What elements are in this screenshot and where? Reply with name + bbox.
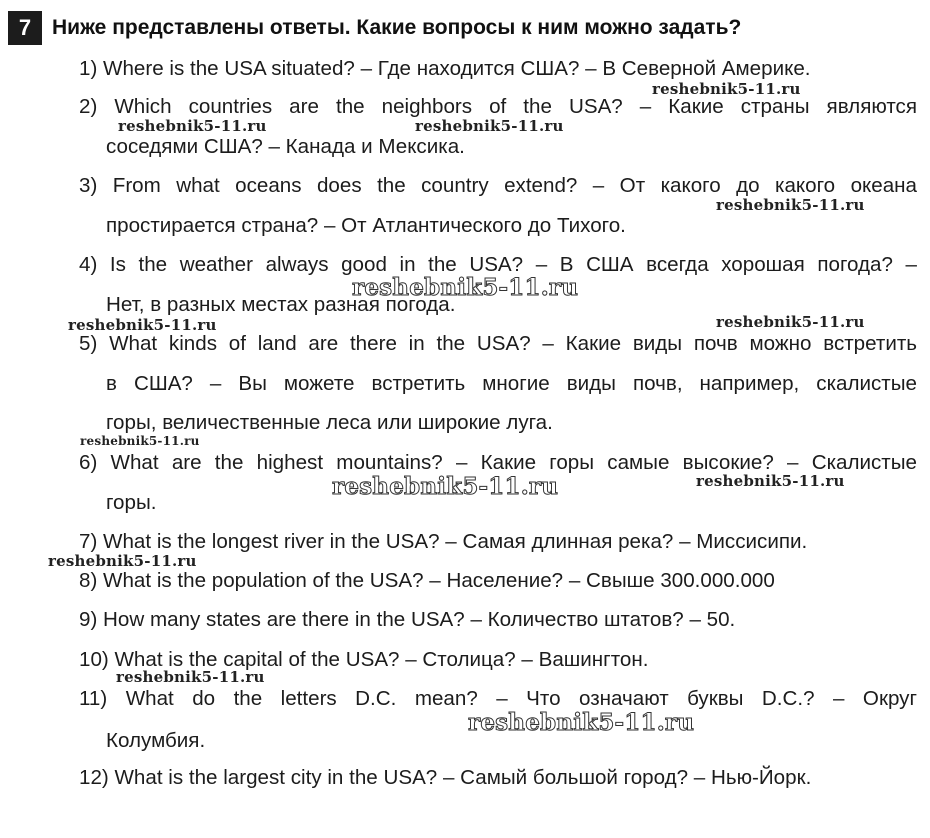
- answer-line-8: 8) What is the population of the USA? – Население? – Свыше 300.000.000: [79, 569, 775, 592]
- watermark: reshebnik5-11.ru: [468, 709, 695, 736]
- watermark: reshebnik5-11.ru: [652, 80, 801, 98]
- answer-line-3b: простирается страна? – От Атлантического до Тихого.: [106, 214, 626, 237]
- watermark: reshebnik5-11.ru: [716, 196, 865, 214]
- answer-line-11a: 11) What do the letters D.C. mean? – Что означают буквы D.C.? – Округ: [79, 687, 917, 710]
- watermark: reshebnik5-11.ru: [80, 434, 200, 448]
- watermark: reshebnik5-11.ru: [696, 472, 845, 490]
- answer-line-6a: 6) What are the highest mountains? – Какие горы самые высокие? – Скалистые: [79, 451, 917, 474]
- answer-line-5b: в США? – Вы можете встретить многие виды почв, например, скалистые: [106, 372, 917, 395]
- task-header: [8, 11, 741, 45]
- answer-line-4b: Нет, в разных местах разная погода.: [106, 293, 456, 316]
- answer-line-3a: 3) From what oceans does the country extend? – От какого до какого океана: [79, 174, 917, 197]
- answer-line-2a: 2) Which countries are the neighbors of the USA? – Какие страны являются: [79, 95, 917, 118]
- task-title: Ниже представлены ответы. Какие вопросы к ним можно задать?: [52, 16, 742, 39]
- watermark: reshebnik5-11.ru: [716, 313, 865, 331]
- watermark: reshebnik5-11.ru: [68, 316, 217, 334]
- task-number-badge: 7: [8, 11, 42, 45]
- answer-line-11b: Колумбия.: [106, 729, 206, 752]
- answer-line-1: 1) Where is the USA situated? – Где находится США? – В Северной Америке.: [79, 57, 811, 80]
- answer-line-9: 9) How many states are there in the USA? – Количество штатов? – 50.: [79, 608, 736, 631]
- answer-line-12: 12) What is the largest city in the USA? – Самый большой город? – Нью-Йорк.: [79, 766, 812, 789]
- watermark: reshebnik5-11.ru: [118, 117, 267, 135]
- watermark: reshebnik5-11.ru: [415, 117, 564, 135]
- watermark: reshebnik5-11.ru: [116, 668, 265, 686]
- answer-line-2b: соседями США? – Канада и Мексика.: [106, 135, 465, 158]
- answer-line-10: 10) What is the capital of the USA? – Столица? – Вашингтон.: [79, 648, 649, 671]
- watermark: reshebnik5-11.ru: [332, 473, 559, 500]
- answer-line-6b: горы.: [106, 491, 157, 514]
- watermark: reshebnik5-11.ru: [352, 274, 579, 301]
- watermark: reshebnik5-11.ru: [48, 552, 197, 570]
- answer-line-5c: горы, величественные леса или широкие луга.: [106, 411, 553, 434]
- answer-line-4a: 4) Is the weather always good in the USA? – В США всегда хорошая погода? –: [79, 253, 917, 276]
- answer-line-5a: 5) What kinds of land are there in the USA? – Какие виды почв можно встретить: [79, 332, 917, 355]
- answer-line-7: 7) What is the longest river in the USA? – Самая длинная река? – Миссисипи.: [79, 530, 808, 553]
